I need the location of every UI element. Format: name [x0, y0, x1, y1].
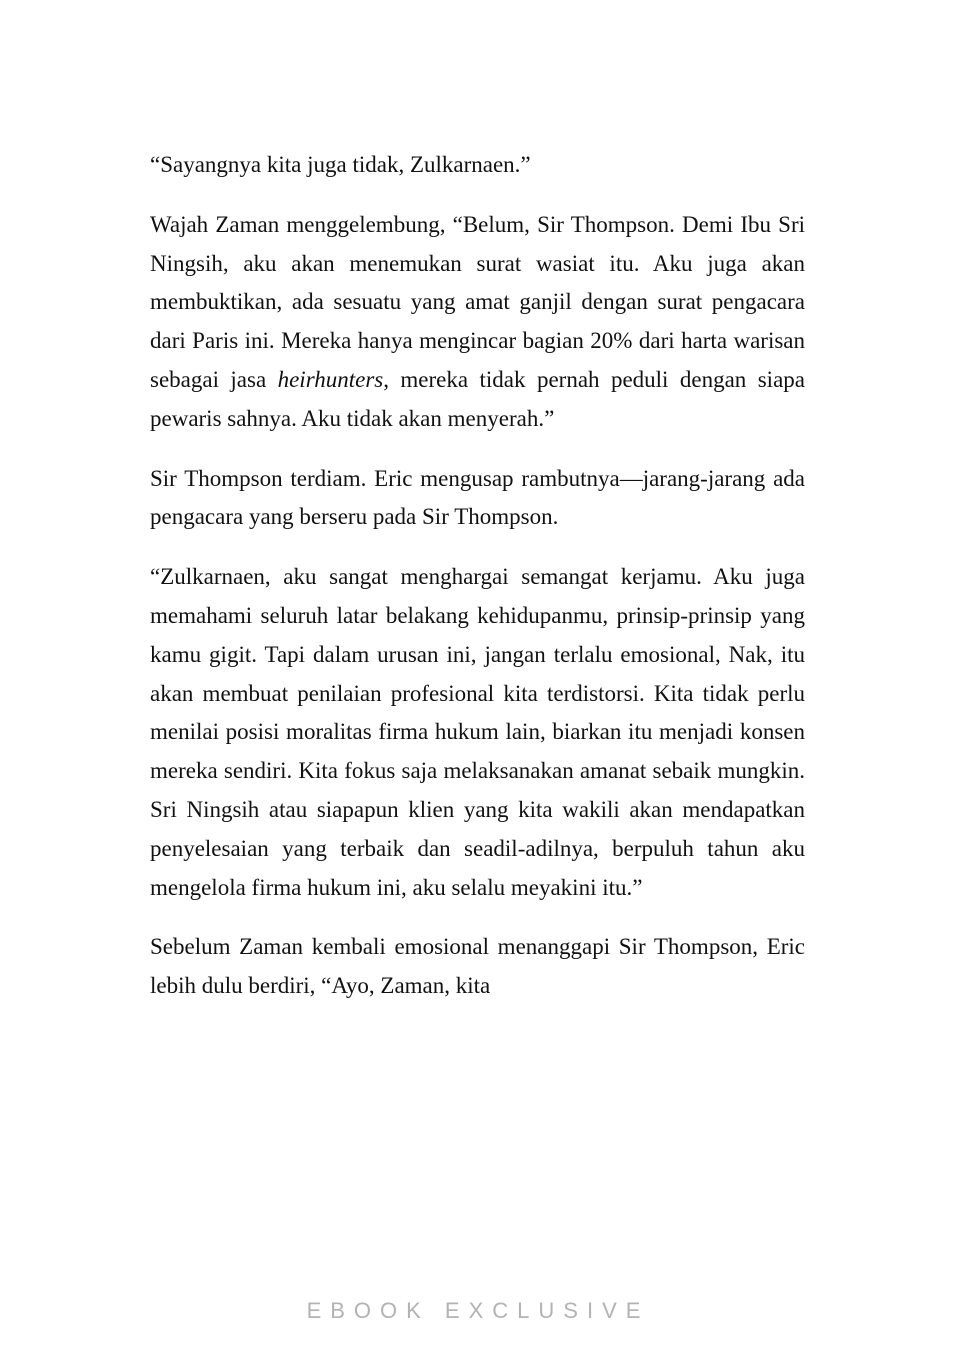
paragraph-3: Sir Thompson terdiam. Eric mengusap rambutnya—jarang-jarang ada pengacara yang berseru pada Sir Thompson.: [150, 465, 805, 530]
paragraph-1: “Sayangnya kita juga tidak, Zulkarnaen.”: [150, 152, 531, 177]
paragraph-4: “Zulkarnaen, aku sangat menghargai semangat kerjamu. Aku juga memahami seluruh latar belakang kehidupanmu, prinsip-prinsip yang kamu gigit. Tapi dalam urusan ini, jangan terlalu emosional, Nak, itu akan membuat penilaian profesional kita terdistorsi. Kita tidak perlu menilai posisi moralitas firma hukum lain, biarkan itu menjadi konsen mereka sendiri. Kita fokus saja melaksanakan amanat sebaik mungkin. Sri Ningsih atau siapapun klien yang kita wakili akan mendapatkan penyelesaian yang terbaik dan seadil-adilnya, berpuluh tahun aku mengelola firma hukum ini, aku selalu meyakini itu.”: [150, 564, 805, 900]
italic-term: heirhunters: [277, 366, 384, 392]
paragraph-2-opening: Wajah Zaman menggelembung, “Belum, Sir Thompson. Demi Ibu Sri Ningsih, aku akan menemukan surat wasiat itu. Aku juga akan membuktikan, ada sesuatu yang amat ganjil dengan surat pengacara dari Paris ini. Mereka hanya mengincar bagian 20% dari harta warisan sebagai jasa: [150, 211, 805, 392]
paragraph-5: Sebelum Zaman kembali emosional menanggapi Sir Thompson, Eric lebih dulu berdiri, “Ayo, Zaman, kita: [150, 934, 805, 999]
paragraph-2: [150, 206, 805, 439]
paragraph-2-closing: , mereka tidak pernah peduli dengan siapa pewaris sahnya. Aku tidak akan menyerah.”: [150, 366, 805, 431]
ebook-exclusive-label: EBOOK EXCLUSIVE: [306, 1298, 650, 1323]
book-page-text: [150, 146, 805, 1027]
